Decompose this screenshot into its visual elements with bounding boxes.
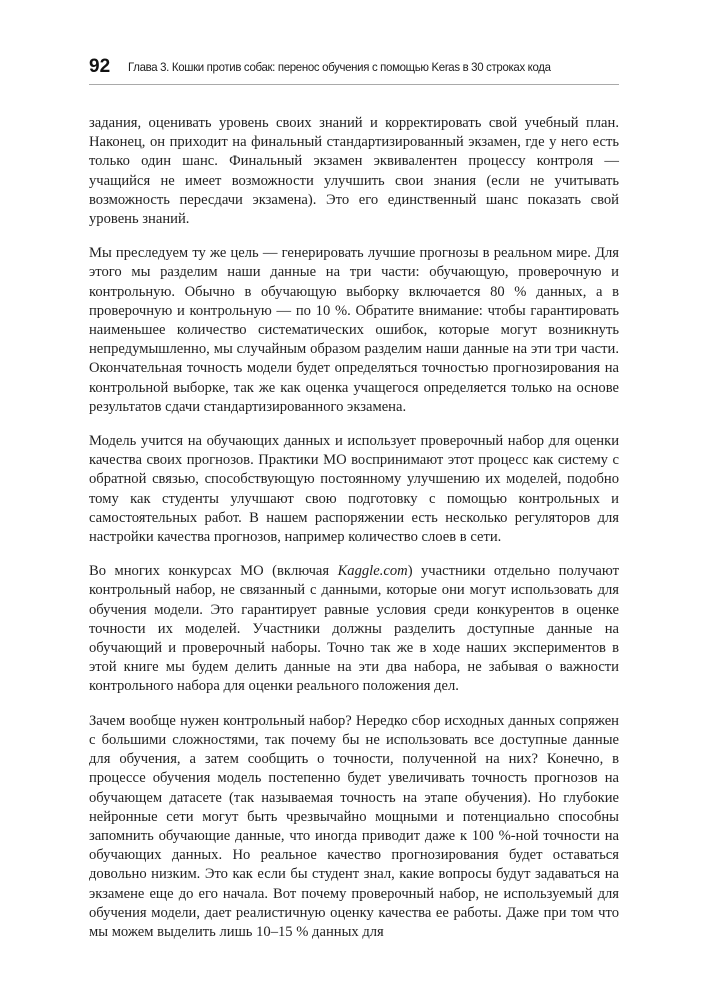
page-number: 92 [89,56,111,77]
running-head [89,52,619,82]
paragraph-4-start: Во многих конкурсах МО (включая [89,563,338,580]
paragraph-5: Зачем вообще нужен контрольный набор? Нередко сбор исходных данных сопряжен с большими сложностями, так почему бы не использовать все доступные данные для обучения, а затем сообщить о точности, полученной на них? Конечно, в процессе обучения модель постепенно будет увеличивать точность прогнозов на обучающем датасете (так называемая точность на этапе обучения). Но глубокие нейронные сети могут быть чрезвычайно мощными и потенциально способны запомнить обучающие данные, что иногда приводит даже к 100 %-ной точности на обучающих данных. Но реальное качество прогнозирования будет оставаться довольно низким. Это как если бы студент знал, какие вопросы будут задаваться на экзамене еще до его начала. Вот почему проверочный набор, не используемый для обучения модели, дает реалистичную оценку качества ее работы. Даже при том что мы можем выделить лишь 10–15 % данных для [89,712,619,940]
paragraph-4-end: ) участники отдельно получают контрольный набор, не связанный с данными, которые они могут использовать для обучения модели. Это гарантирует равные условия среди конкурентов в оценке точности их моделей. Участники должны разделить доступные данные на обучающий и проверочный наборы. Точно так же в ходе наших экспериментов в этой книге мы будем делить данные на эти два набора, не забывая о важности контрольного набора для оценки реального положения дел. [89,563,619,695]
paragraph-1: задания, оценивать уровень своих знаний и корректировать свой учебный план. Наконец, он приходит на финальный стандартизированный экзамен, где у него есть только один шанс. Финальный экзамен эквивалентен процессу контроля — учащийся не имеет возможности улучшить свои знания (если не учитывать возможность пересдачи экзамена). Это его единственный шанс показать свой уровень знаний. [89,115,619,228]
paragraph-2: Мы преследуем ту же цель — генерировать лучшие прогнозы в реальном мире. Для этого мы разделим наши данные на три части: обучающую, проверочную и контрольную. Обычно в обучающую выборку включается 80 % данных, а в проверочную и контрольную — по 10 %. Обратите внимание: чтобы гарантировать наименьшее количество систематических ошибок, которые могут возникнуть непредумышленно, мы случайным образом разделим наши данные на эти три части. Окончательная точность модели будет определяться точностью прогнозирования на контрольной выборке, так же как оценка учащегося определяется только на основе результатов сдачи стандартизированного экзамена. [89,245,619,415]
body-text [89,114,619,957]
chapter-title: Глава 3. Кошки против собак: перенос обучения с помощью Keras в 30 строках кода [128,60,551,74]
paragraph-4 [89,562,619,696]
paragraph-3: Модель учится на обучающих данных и использует проверочный набор для оценки качества своих прогнозов. Практики МО воспринимают этот процесс как систему с обратной связью, способствующую постоянному улучшению их моделей, подобно тому как студенты улучшают свою подготовку с помощью контрольных и самостоятельных работ. В нашем распоряжении есть несколько регуляторов для настройки качества прогнозов, например количество слоев в сети. [89,433,619,546]
header-divider [89,84,619,85]
kaggle-site-name: Kaggle.com [337,563,408,580]
